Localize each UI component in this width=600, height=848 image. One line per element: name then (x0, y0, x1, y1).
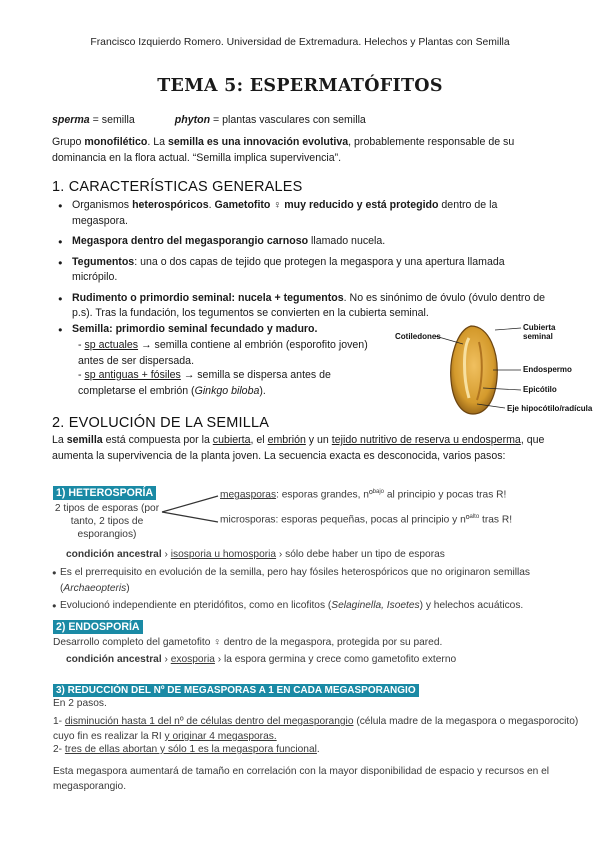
label-epicotilo: Epicótilo (523, 385, 557, 394)
endosporia-ancestral-condition: condición ancestral › exosporia › la espora germina y crece como gametofito externo (66, 654, 457, 665)
endosporia-tag: 2) ENDOSPORÍA (53, 621, 143, 633)
list-item: ● Semilla: primordio seminal fecundado y maduro. (52, 322, 352, 338)
characteristics-list (52, 198, 552, 322)
list-item: ● Es el prerrequisito en evolución de la semilla, pero hay fósiles heterospóricos que no originaron semillas (Archaeopteris) (46, 565, 566, 596)
list-item: ● Evolucionó independiente en pteridófitos, como en licofitos (Selaginella, Isoetes) y helechos acuáticos. (46, 598, 566, 614)
seed-shape (451, 326, 498, 414)
section-1-heading: 1. CARACTERÍSTICAS GENERALES (52, 179, 303, 195)
branch-lines (160, 490, 220, 530)
seed-figure (393, 318, 593, 418)
list-item: ● Tegumentos: una o dos capas de tejido que protegen la megaspora y una apertura llamada micrópilo. (52, 255, 552, 286)
reduccion-tag: 3) REDUCCIÓN DEL Nº DE MEGASPORAS A 1 EN CADA MEGASPORANGIO (53, 684, 419, 696)
heterosporia-subtitle: 2 tipos de esporas (por tanto, 2 tipos de esporangios) (54, 503, 160, 540)
etymology-line: sperma = semilla phyton = plantas vasculares con semilla (52, 114, 366, 126)
heterosporia-list (46, 565, 566, 614)
list-item: ● Organismos heterospóricos. Gametofito ♀ muy reducido y está protegido dentro de la megaspora. (52, 198, 552, 229)
list-item: ● Megaspora dentro del megasporangio carnoso llamado nucela. (52, 234, 552, 250)
heterosporia-tag: 1) HETEROSPORÍA (53, 487, 156, 499)
sub-item-antiguas: - sp antiguas + fósiles → semilla se dispersa antes de completarse el embrión (Ginkgo biloba). (78, 369, 331, 397)
reduccion-conclusion: Esta megaspora aumentará de tamaño en correlación con la mayor disponibilidad de espacio y recursos en el megasporangio. (53, 766, 550, 792)
reduccion-step-2: 2- tres de ellas abortan y sólo 1 es la megaspora funcional. (53, 744, 320, 755)
sub-item-actuales: - sp actuales → semilla contiene al embrión (esporofito joven) antes de ser dispersada. (78, 339, 368, 367)
section-2-heading: 2. EVOLUCIÓN DE LA SEMILLA (52, 415, 270, 431)
endosporia-paragraph: Desarrollo completo del gametofito ♀ dentro de la megaspora, protegida por su pared. (53, 637, 443, 648)
microsporas-line: microsporas: esporas pequeñas, pocas al principio y nº$^{alto}$ tras R! (220, 514, 513, 526)
seed-definition-item (52, 322, 352, 338)
label-eje-hipocotilo: Eje hipocótilo/radícula (507, 404, 593, 413)
reduccion-step-1: 1- disminución hasta 1 del nº de células dentro del megasporangio (célula madre de la megaspora o megasporocito) cuyo fin es realizar la RI y originar 4 megasporas. (53, 716, 579, 742)
heterosporia-ancestral-condition: condición ancestral › isosporia u homosporia › sólo debe haber un tipo de esporas (66, 549, 445, 560)
section-2-paragraph: La semilla está compuesta por la cubierta, el embrión y un tejido nutritivo de reserva u endosperma, que aumenta la supervivencia de la planta joven. La secuencia exacta es desconocida, varios pasos: (52, 434, 545, 462)
reduccion-intro: En 2 pasos. (53, 698, 107, 709)
label-endospermo: Endospermo (523, 365, 572, 374)
label-cubierta-seminal: Cubierta seminal (523, 323, 556, 341)
list-item: ● Rudimento o primordio seminal: nucela + tegumentos. No es sinónimo de óvulo (óvulo dentro de p.s). Tras la fundación, los tegumentos se convierten en la cubierta seminal. (52, 291, 552, 322)
intro-paragraph: Grupo monofilético. La semilla es una innovación evolutiva, probablemente responsable de su dominancia en la flora actual. “Semilla implica supervivencia”. (52, 136, 515, 164)
document-header: Francisco Izquierdo Romero. Universidad de Extremadura. Helechos y Plantas con Semilla (90, 37, 510, 48)
megasporas-line: megasporas: esporas grandes, nº$^{bajo}$ al principio y pocas tras R! (220, 489, 507, 501)
label-cotiledones: Cotiledones (395, 332, 441, 341)
page-title: TEMA 5: ESPERMATÓFITOS (157, 76, 443, 96)
